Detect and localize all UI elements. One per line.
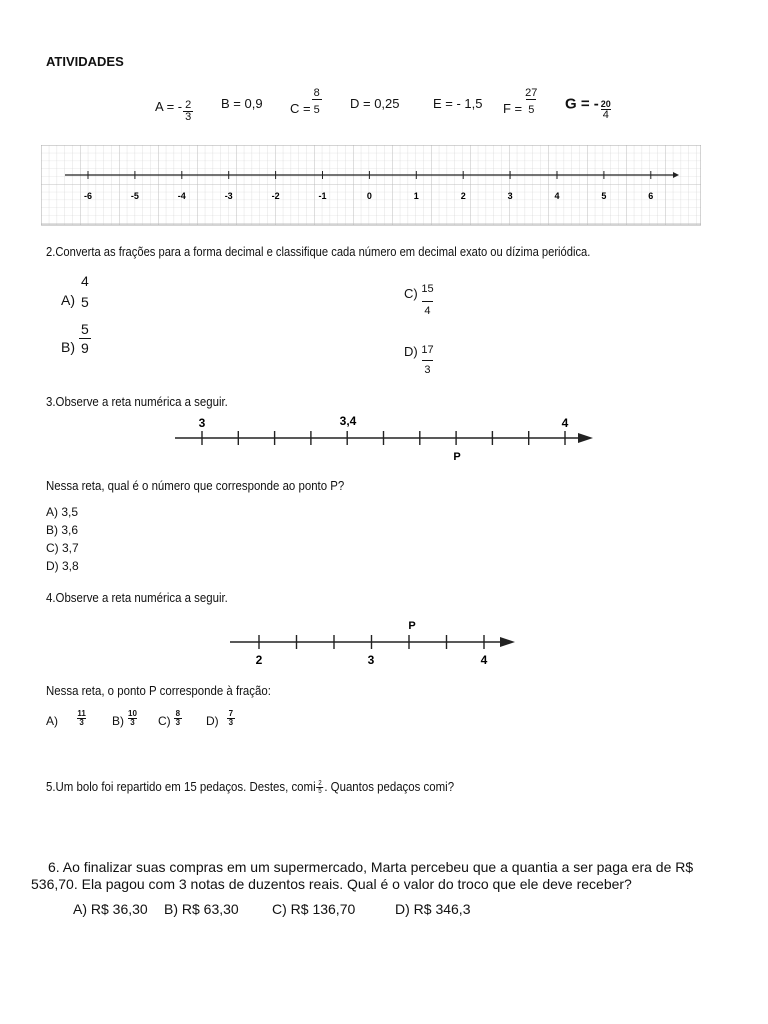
q4-intro: 4.Observe a reta numérica a seguir. bbox=[46, 590, 228, 605]
q6-option-d: D) R$ 346,3 bbox=[395, 901, 471, 917]
q4-question: Nessa reta, o ponto P corresponde à fração: bbox=[46, 683, 271, 698]
grid-tick-label: 0 bbox=[366, 191, 372, 201]
q3-axis-arrow bbox=[578, 433, 593, 443]
q3-question: Nessa reta, qual é o número que corresponde ao ponto P? bbox=[46, 478, 345, 493]
q2-option-c: C) $\frac{15}{4}$ bbox=[404, 283, 434, 317]
q3-label-start: 3 bbox=[198, 416, 206, 430]
q2-option-a: A) 4 5 bbox=[61, 273, 89, 310]
q4-option-a: A) $\frac{11}{3}$ bbox=[46, 709, 86, 728]
grid-tick-label: -1 bbox=[318, 191, 327, 201]
grid-tick-label: -4 bbox=[177, 191, 186, 201]
grid-tick-label: -2 bbox=[271, 191, 280, 201]
grid-number-line bbox=[41, 145, 701, 227]
q4-option-d: D) $\frac{7}{3}$ bbox=[206, 709, 234, 728]
q4-axis-arrow bbox=[500, 637, 515, 647]
value-c: C = $\frac{8}{5}$ bbox=[290, 87, 320, 117]
q4-point-label: P bbox=[408, 620, 416, 632]
grid-tick-label: 6 bbox=[648, 191, 654, 201]
grid-tick-label: -3 bbox=[224, 191, 233, 201]
q4-number-line bbox=[226, 615, 522, 671]
q3-option-b: B) 3,6 bbox=[46, 523, 79, 537]
value-b: B = 0,9 bbox=[221, 96, 263, 111]
q4-label-end: 4 bbox=[480, 653, 488, 667]
page-title: ATIVIDADES bbox=[46, 54, 124, 69]
q2-text: 2.Converta as frações para a forma decimal e classifique cada número em decimal exato ou dízima periódica. bbox=[46, 244, 591, 259]
q3-label-mid: 3,4 bbox=[339, 414, 357, 428]
q3-intro: 3.Observe a reta numérica a seguir. bbox=[46, 394, 228, 409]
value-g: G = - $\frac{20}{4}$ bbox=[565, 95, 611, 121]
value-d: D = 0,25 bbox=[350, 96, 400, 111]
q6-line2: 536,70. Ela pagou com 3 notas de duzentos reais. Qual é o valor do troco que ele deve receber? bbox=[31, 876, 632, 892]
grid-tick-label: 2 bbox=[460, 191, 466, 201]
value-e: E = - 1,5 bbox=[433, 96, 483, 111]
q3-options bbox=[46, 503, 79, 575]
q3-option-a: A) 3,5 bbox=[46, 505, 79, 519]
grid-tick-label: -5 bbox=[130, 191, 139, 201]
grid-tick-label: -6 bbox=[83, 191, 93, 201]
q3-label-end: 4 bbox=[561, 416, 569, 430]
q4-label-start: 2 bbox=[255, 653, 263, 667]
q3-option-c: C) 3,7 bbox=[46, 541, 79, 555]
q6-option-c: C) R$ 136,70 bbox=[272, 901, 356, 917]
q6-option-b: B) R$ 63,30 bbox=[164, 901, 239, 917]
value-f: F = $\frac{27}{5}$ bbox=[503, 87, 538, 117]
grid-tick-label: 3 bbox=[507, 191, 513, 201]
q3-number-line bbox=[170, 413, 600, 465]
q2-option-d: D) $\frac{17}{3}$ bbox=[404, 343, 434, 376]
q4-option-c: C) $\frac{8}{3}$ bbox=[158, 709, 181, 728]
q3-option-d: D) 3,8 bbox=[46, 559, 79, 573]
q4-option-b: B) $\frac{10}{3}$ bbox=[112, 709, 137, 728]
value-a: A = - $\frac{2}{3}$ bbox=[155, 98, 192, 123]
q2-option-b: B) $\frac{5}{9}$ bbox=[61, 321, 89, 356]
q6-option-a: A) R$ 36,30 bbox=[73, 901, 148, 917]
q5-text: 5.Um bolo foi repartido em 15 pedaços. Destes, comi $\frac{2}{5}$ . Quantos pedaços comi? bbox=[46, 779, 455, 796]
q4-label-mid: 3 bbox=[367, 653, 375, 667]
q6-line1: 6. Ao finalizar suas compras em um supermercado, Marta percebeu que a quantia a ser paga era de R$ bbox=[48, 859, 694, 875]
grid-tick-label: 5 bbox=[601, 191, 607, 201]
grid-tick-label: 4 bbox=[554, 191, 560, 201]
grid-tick-label: 1 bbox=[413, 191, 419, 201]
q3-point-label: P bbox=[453, 451, 461, 463]
